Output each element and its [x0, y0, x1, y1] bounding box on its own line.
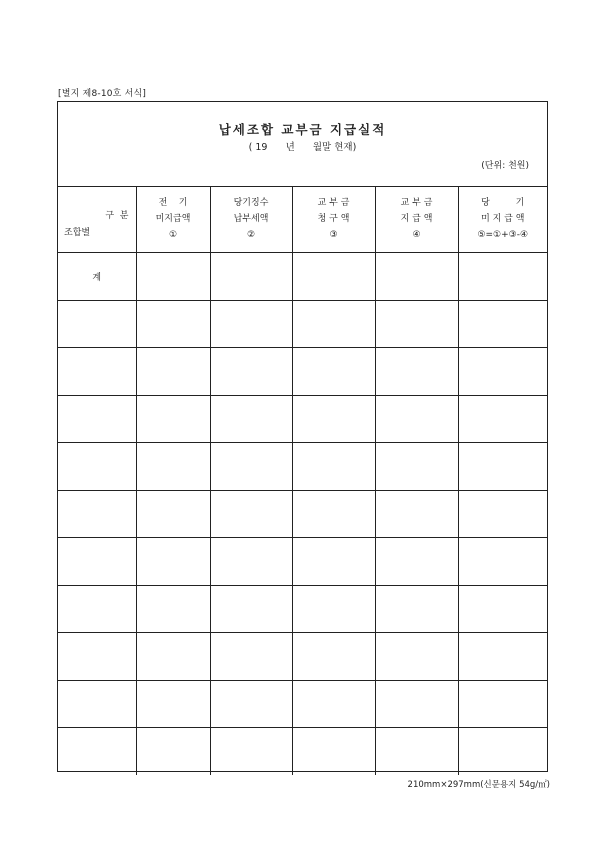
data-cell [292, 633, 375, 681]
data-cell [458, 443, 547, 491]
data-cell [458, 633, 547, 681]
row-label-cell [58, 633, 136, 681]
data-cell [292, 585, 375, 633]
payment-table [58, 186, 547, 775]
column-header-line: 납부세액 [233, 214, 269, 224]
row-label-cell [58, 348, 136, 396]
data-cell [292, 490, 375, 538]
data-cell [210, 348, 292, 396]
data-cell [458, 395, 547, 443]
data-cell [136, 253, 210, 301]
data-cell [292, 538, 375, 586]
data-cell [458, 728, 547, 776]
data-cell [375, 253, 458, 301]
data-cell [136, 395, 210, 443]
data-cell [210, 300, 292, 348]
data-cell [458, 300, 547, 348]
column-header-index: ③ [329, 230, 338, 240]
column-header-index: ② [246, 230, 256, 240]
data-cell [375, 633, 458, 681]
data-cell [210, 538, 292, 586]
header-row [58, 187, 547, 253]
data-cell [458, 680, 547, 728]
data-cell [136, 490, 210, 538]
column-header-line: 전 기 [158, 198, 188, 208]
data-cell [136, 348, 210, 396]
table-row [58, 728, 547, 776]
data-cell [210, 728, 292, 776]
row-label-cell [58, 538, 136, 586]
title-area [58, 102, 547, 187]
data-cell [375, 538, 458, 586]
data-cell [136, 585, 210, 633]
data-cell [292, 680, 375, 728]
data-cell [210, 443, 292, 491]
row-label-cell [58, 300, 136, 348]
data-cell [292, 443, 375, 491]
unit-label: (단위: 천원) [481, 161, 529, 171]
row-label-cell [58, 585, 136, 633]
column-header-line: 당 기 [481, 198, 525, 208]
data-cell [375, 680, 458, 728]
column-header-line: 미지급액 [155, 214, 191, 224]
data-cell [210, 585, 292, 633]
column-header-line: 지 급 액 [400, 214, 433, 224]
table-row [58, 395, 547, 443]
as-of-date: ( 19 년 월말 현재) [248, 142, 357, 153]
data-cell [210, 680, 292, 728]
column-header-index: ⑤=①+③-④ [477, 230, 529, 240]
table-row [58, 348, 547, 396]
column-header-line: 미 지 급 액 [481, 214, 525, 224]
corner-header-cell [58, 187, 136, 253]
data-cell [458, 538, 547, 586]
row-label-cell: 계 [58, 253, 136, 301]
table-row [58, 538, 547, 586]
data-cell [375, 585, 458, 633]
table-body [58, 253, 547, 776]
data-cell [136, 538, 210, 586]
table-row [58, 300, 547, 348]
data-cell [210, 633, 292, 681]
column-header [210, 187, 292, 253]
data-cell [136, 443, 210, 491]
column-header-line: 청 구 액 [317, 214, 350, 224]
page-title: 납세조합 교부금 지급실적 [218, 122, 387, 137]
table-row [58, 443, 547, 491]
data-cell [136, 680, 210, 728]
column-header-line: 교 부 금 [400, 198, 433, 208]
data-cell [210, 490, 292, 538]
data-cell [375, 490, 458, 538]
category-label: 구 분 [105, 211, 129, 221]
column-header [292, 187, 375, 253]
data-cell [375, 395, 458, 443]
table-row [58, 633, 547, 681]
table-row [58, 490, 547, 538]
data-cell [210, 395, 292, 443]
column-header [458, 187, 547, 253]
data-cell [210, 253, 292, 301]
data-cell [136, 633, 210, 681]
table-row [58, 680, 547, 728]
data-cell [375, 728, 458, 776]
column-header [375, 187, 458, 253]
column-header [136, 187, 210, 253]
row-label-cell [58, 490, 136, 538]
table-row [58, 253, 547, 301]
data-cell [292, 253, 375, 301]
data-cell [458, 253, 547, 301]
row-label-cell [58, 443, 136, 491]
row-label-cell [58, 395, 136, 443]
data-cell [375, 300, 458, 348]
data-cell [292, 395, 375, 443]
column-header-line: 교 부 금 [317, 198, 350, 208]
data-cell [292, 300, 375, 348]
column-header-index: ① [168, 230, 178, 240]
data-cell [136, 728, 210, 776]
column-header-line: 당기징수 [233, 198, 269, 208]
data-cell [375, 348, 458, 396]
row-label-cell [58, 680, 136, 728]
paper-spec-note: 210mm×297mm(신문용지 54g/㎡) [407, 780, 550, 790]
form-number-label: [별지 제8-10호 서식] [58, 89, 147, 99]
row-label-cell [58, 728, 136, 776]
data-cell [375, 443, 458, 491]
data-cell [458, 348, 547, 396]
data-cell [458, 490, 547, 538]
data-cell [292, 728, 375, 776]
column-header-index: ④ [412, 230, 421, 240]
table-row [58, 585, 547, 633]
data-cell [292, 348, 375, 396]
union-label: 조합별 [64, 228, 91, 238]
form-container [57, 101, 548, 772]
data-cell [458, 585, 547, 633]
data-cell [136, 300, 210, 348]
